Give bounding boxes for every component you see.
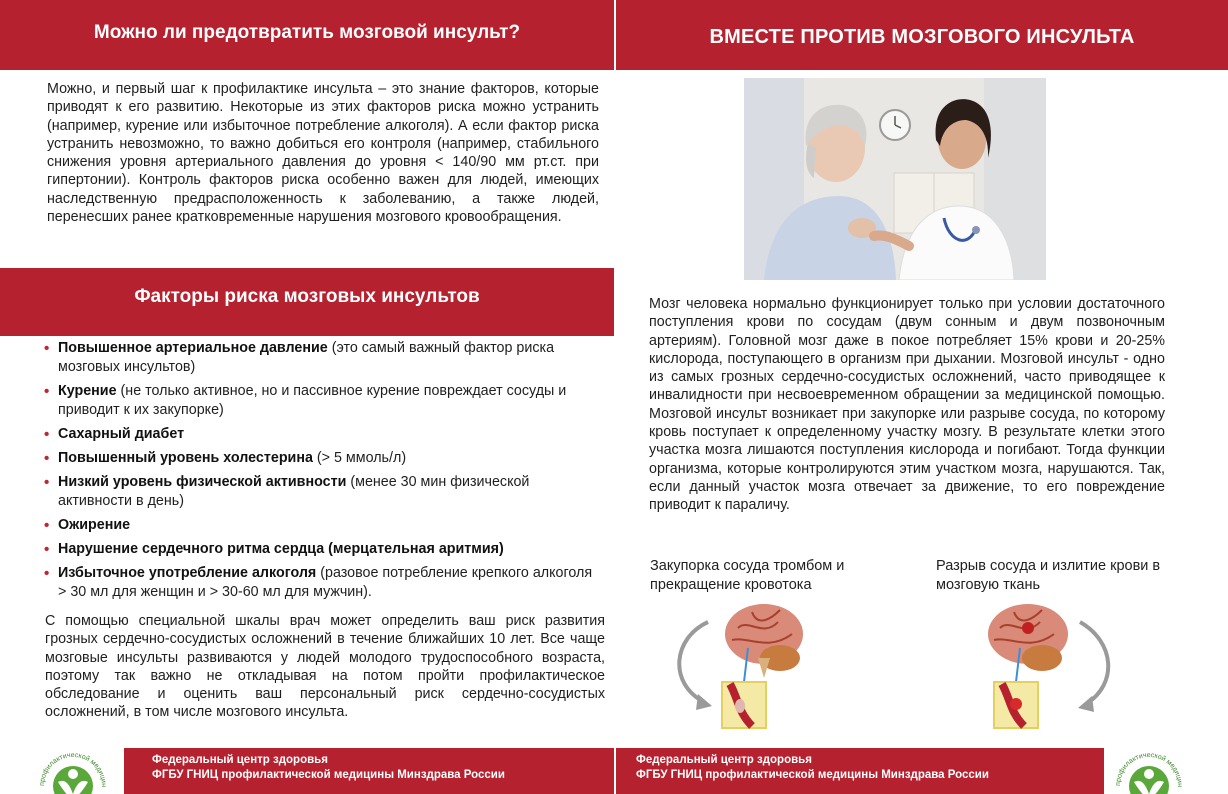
svg-text:профилактической медицины: профилактической медицин bbox=[38, 751, 108, 788]
photo-illustration bbox=[744, 78, 1046, 280]
logo-emblem-icon bbox=[36, 742, 110, 794]
bullet-icon: • bbox=[44, 517, 50, 534]
footer-line-2: ФГБУ ГНИЦ профилактической медицины Минздрава России bbox=[152, 769, 505, 781]
footer-right-band bbox=[616, 748, 1104, 794]
bullet-icon: • bbox=[44, 426, 50, 443]
brain-icon bbox=[988, 604, 1068, 682]
risk-factor-item: • Повышенное артериальное давление (это самый важный фактор риска мозговых инсультов) bbox=[44, 340, 555, 375]
risk-factor-item: • Ожирение bbox=[44, 517, 131, 534]
risk-factor-item: • Избыточное употребление алкоголя (разовое потребление крепкого алкоголя > 30 мл для женщин и > 30-60 мл для мужчин). bbox=[44, 565, 593, 600]
left-header-title: Можно ли предотвратить мозговой инсульт? bbox=[93, 22, 521, 43]
curved-arrow-icon bbox=[1080, 622, 1108, 704]
footer-line-1: Федеральный центр здоровья bbox=[636, 754, 812, 766]
bullet-icon: • bbox=[44, 474, 50, 491]
intro-paragraph: Можно, и первый шаг к профилактике инсульта – это знание факторов, которые приводят к его развитию. Некоторые из этих факторов риска можно устранить (например, курение или избыточное потребление алкоголя). А если фактор риска устранить невозможно, то важно добиться его контроля (например, стабильного снижения уровня артериального давления до уровня < 140/90 мм рт.ст. при гипертонии). Контроль факторов риска особенно важен для людей, имеющих наследственную предрасположенность к заболеванию, а также людей, перенесших ранее кратковременные нарушения мозгового кровообращения. bbox=[47, 81, 599, 226]
risk-section-title: Факторы риска мозговых инсультов bbox=[134, 286, 480, 307]
brain-icon bbox=[725, 604, 803, 682]
right-header-band bbox=[616, 0, 1228, 70]
curved-arrow-icon bbox=[679, 622, 708, 702]
logo-emblem-icon bbox=[1112, 742, 1186, 794]
rupture-diagram bbox=[980, 598, 1120, 733]
risk-factor-item: • Сахарный диабет bbox=[44, 426, 185, 443]
blockage-diagram bbox=[668, 598, 828, 733]
blockage-caption: Закупорка сосуда тромбом и прекращение кровотока bbox=[650, 558, 845, 593]
brain-function-paragraph: Мозг человека нормально функционирует только при условии достаточного поступления крови по сосудам (двум сонным и двум позвоночным артериям). Головной мозг даже в покое потребляет 15% крови и 20-25% кислорода, поступающего в организм при дыхании. Мозговой инсульт - одно из самых грозных сердечно-сосудистых осложнений, часто приводящее к инвалидности при несвоевременном обращении за медицинской помощью. Мозговой инсульт возникает при закупорке или разрыве сосуда, по которому кровь поступает к определенному участку мозгу. В результате клетки этого участка мозга лишаются поступления кислорода и погибают. Тогда функции организма, которые контролируются этим участком мозга, нарушаются. Так, если данный участок мозга отвечает за движение, то его повреждение приводит к параличу. bbox=[649, 296, 1165, 514]
svg-text:профилактической медицины: профилактической медицин bbox=[1114, 751, 1184, 788]
risk-factor-item: • Низкий уровень физической активности (менее 30 мин физической активности в день) bbox=[44, 474, 530, 509]
blood-vessel-icon bbox=[722, 682, 766, 728]
left-header-band bbox=[0, 0, 614, 70]
footer-line-1: Федеральный центр здоровья bbox=[152, 754, 328, 766]
bullet-icon: • bbox=[44, 565, 50, 582]
right-header-title: ВМЕСТЕ ПРОТИВ МОЗГОВОГО ИНСУЛЬТА bbox=[709, 26, 1135, 48]
risk-factor-list bbox=[44, 339, 604, 607]
footer-left-band bbox=[124, 748, 614, 794]
bullet-icon: • bbox=[44, 450, 50, 467]
rupture-caption: Разрыв сосуда и излитие крови в мозговую ткань bbox=[936, 558, 1161, 593]
footer-line-2: ФГБУ ГНИЦ профилактической медицины Минздрава России bbox=[636, 769, 989, 781]
blood-vessel-icon bbox=[994, 682, 1038, 728]
risk-factor-item: • Курение (не только активное, но и пассивное курение повреждает сосуды и приводит к их закупорке) bbox=[44, 383, 567, 418]
doctor-patient-photo bbox=[744, 78, 1046, 280]
risk-factor-item: • Повышенный уровень холестерина (> 5 ммоль/л) bbox=[44, 450, 407, 467]
outro-paragraph: С помощью специальной шкалы врач может определить ваш риск развития грозных сердечно-сосудистых осложнений в течение ближайших 10 лет. Все чаще мозговые инсульты развиваются у людей молодого трудоспособного возраста, поэтому так важно не откладывая на потом пройти профилактическое обследование и оценить ваш персональный риск сердечно-сосудистых осложнений, в том числе мозгового инсульта. bbox=[45, 613, 605, 721]
risk-section-band bbox=[0, 268, 614, 336]
bullet-icon: • bbox=[44, 383, 50, 400]
risk-factor-item: • Нарушение сердечного ритма сердца (мерцательная аритмия) bbox=[44, 541, 504, 558]
bullet-icon: • bbox=[44, 340, 50, 357]
bullet-icon: • bbox=[44, 541, 50, 558]
